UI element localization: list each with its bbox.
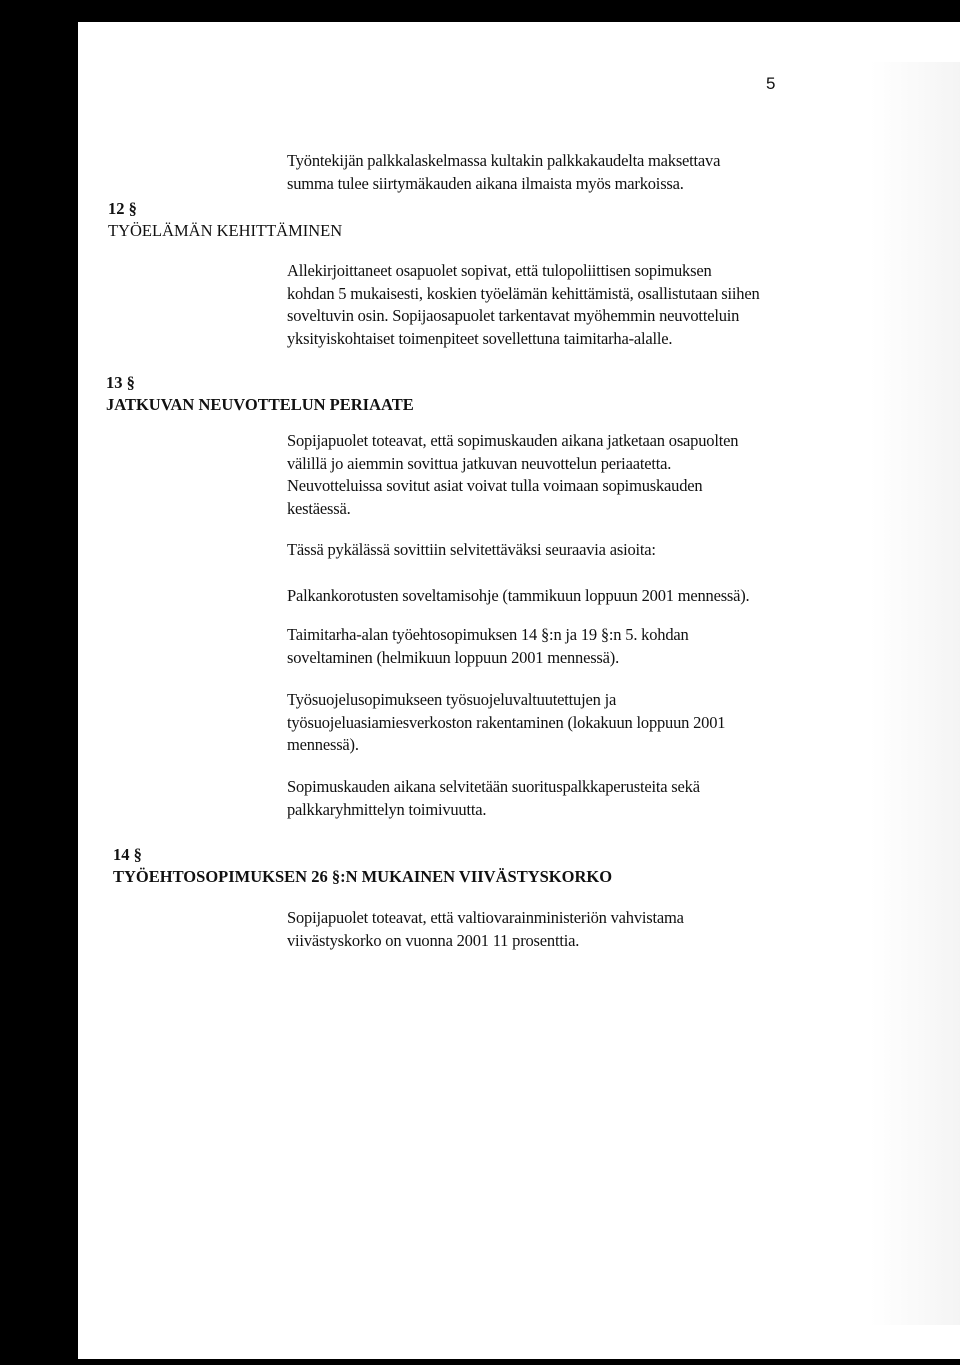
section-12-number: 12 § bbox=[108, 199, 137, 218]
section-12-heading bbox=[108, 198, 342, 242]
page-number: 5 bbox=[766, 74, 776, 93]
section-14-heading bbox=[113, 844, 612, 888]
section-14-number: 14 § bbox=[113, 845, 142, 864]
section-13-paragraph-2: Tässä pykälässä sovittiin selvitettäväksi seuraavia asioita: bbox=[287, 540, 656, 559]
section-13-paragraph-5: Työsuojelusopimukseen työsuojeluvaltuutettujen ja työsuojeluasiamiesverkoston rakentaminen (lokakuun loppuun 2001 mennessä). bbox=[287, 690, 726, 754]
section-14-title: TYÖEHTOSOPIMUKSEN 26 §:N MUKAINEN VIIVÄSTYSKORKO bbox=[113, 867, 613, 886]
section-13-paragraph-1: Sopijapuolet toteavat, että sopimuskauden aikana jatketaan osapuolten välillä jo aiemmin sovittua jatkuvan neuvottelun periaatetta. Neuvotteluissa sovitut asiat voivat tulla voimaan sopimuskauden kestäessä. bbox=[287, 431, 739, 518]
section-14-paragraph: Sopijapuolet toteavat, että valtiovarainministeriön vahvistama viivästyskorko on vuonna 2001 11 prosenttia. bbox=[287, 908, 684, 950]
section-12-paragraph: Allekirjoittaneet osapuolet sopivat, että tulopoliittisen sopimuksen kohdan 5 mukaisesti, koskien työelämän kehittämistä, osallistutaan siihen soveltuvin osin. Sopijaosapuolet tarkentavat myöhemmin neuvotteluin yksityiskohtaiset toimenpiteet sovellettuna taimitarha-alalle. bbox=[287, 261, 760, 348]
scan-shadow bbox=[870, 62, 960, 1325]
section-12-title: TYÖELÄMÄN KEHITTÄMINEN bbox=[108, 221, 343, 240]
intro-paragraph: Työntekijän palkkalaskelmassa kultakin palkkakaudelta maksettava summa tulee siirtymäkauden aikana ilmaista myös markoissa. bbox=[287, 151, 721, 193]
section-13-paragraph-3: Palkankorotusten soveltamisohje (tammikuun loppuun 2001 mennessä). bbox=[287, 586, 750, 605]
section-13-paragraph-4: Taimitarha-alan työehtosopimuksen 14 §:n ja 19 §:n 5. kohdan soveltaminen (helmikuun loppuun 2001 mennessä). bbox=[287, 625, 689, 667]
section-13-heading bbox=[106, 372, 414, 416]
section-13-title: JATKUVAN NEUVOTTELUN PERIAATE bbox=[106, 395, 414, 414]
section-13-paragraph-6: Sopimuskauden aikana selvitetään suorituspalkkaperusteita sekä palkkaryhmittelyn toimivuutta. bbox=[287, 777, 700, 819]
section-13-number: 13 § bbox=[106, 373, 135, 392]
scan-border-bottom bbox=[0, 1359, 960, 1365]
